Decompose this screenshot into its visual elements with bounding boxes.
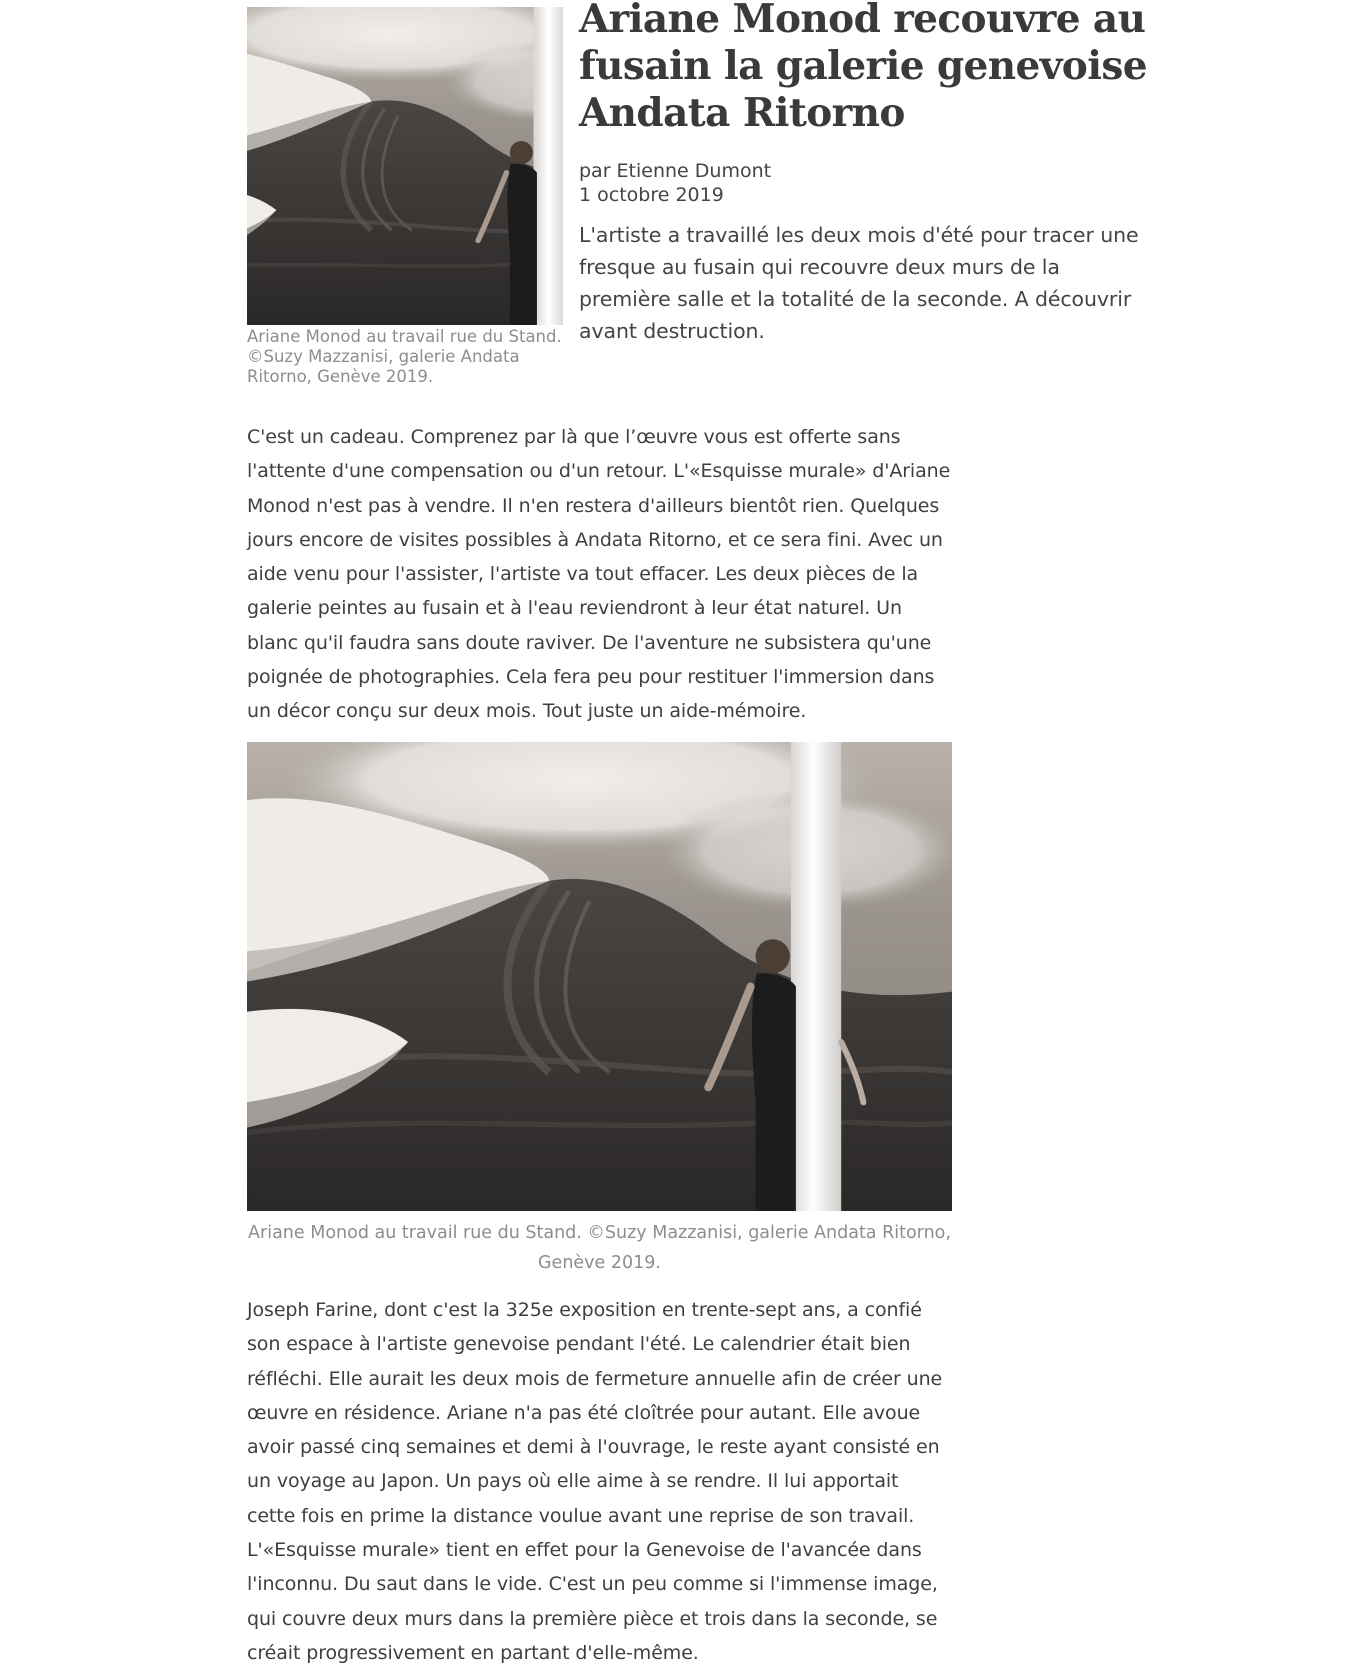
main-figure — [247, 742, 952, 1278]
body-paragraph-2: Joseph Farine, dont c'est la 325e exposition en trente-sept ans, a confié son espace à l'artiste genevoise pendant l'été. Le calendrier était bien réfléchi. Elle aurait les deux mois de fermeture annuelle afin de créer une œuvre en résidence. Ariane n'a pas été cloîtrée pour autant. Elle avoue avoir passé cinq semaines et demi à l'ouvrage, le reste ayant consisté en un voyage au Japon. Un pays où elle aime à se rendre. Il lui apportait cette fois en prime la distance voulue avant une reprise de son travail. L'«Esquisse murale» tient en effet pour la Genevoise de l'avancée dans l'inconnu. Du saut dans le vide. C'est un peu comme si l'immense image, qui couvre deux murs dans la première pièce et trois dans la seconde, se créait progressivement en partant d'elle-même. — [247, 1299, 943, 1664]
hero-figure — [247, 7, 563, 387]
header-text — [579, 0, 1149, 347]
main-figure-caption: Ariane Monod au travail rue du Stand. ©Suzy Mazzanisi, galerie Andata Ritorno, Genève 2019. — [248, 1223, 951, 1273]
article-headline: Ariane Monod recouvre au fusain la galerie genevoise Andata Ritorno — [579, 0, 1148, 136]
body-paragraph-1: C'est un cadeau. Comprenez par là que l’œuvre vous est offerte sans l'attente d'une compensation ou d'un retour. L'«Esquisse murale» d'Ariane Monod n'est pas à vendre. Il n'en restera d'ailleurs bientôt rien. Quelques jours encore de visites possibles à Andata Ritorno, et ce sera fini. Avec un aide venu pour l'assister, l'artiste va tout effacer. Les deux pièces de la galerie peintes au fusain et à l'eau reviendront à leur état naturel. Un blanc qu'il faudra sans doute raviver. De l'aventure ne subsistera qu'une poignée de photographies. Cela fera peu pour restituer l'immersion dans un décor conçu sur deux mois. Tout juste un aide-mémoire. — [247, 426, 951, 723]
article-lede: L'artiste a travaillé les deux mois d'été pour tracer une fresque au fusain qui recouvre deux murs de la première salle et la totalité de la seconde. A découvrir avant destruction. — [579, 223, 1139, 343]
article-header — [247, 0, 1147, 400]
main-image[interactable] — [247, 742, 952, 1211]
article — [247, 0, 1148, 1664]
publication-date: 1 octobre 2019 — [579, 184, 724, 206]
hero-image[interactable] — [247, 7, 563, 325]
hero-caption: Ariane Monod au travail rue du Stand. ©Suzy Mazzanisi, galerie Andata Ritorno, Genève 2019. — [247, 327, 562, 386]
author-byline[interactable]: par Etienne Dumont — [579, 160, 772, 182]
